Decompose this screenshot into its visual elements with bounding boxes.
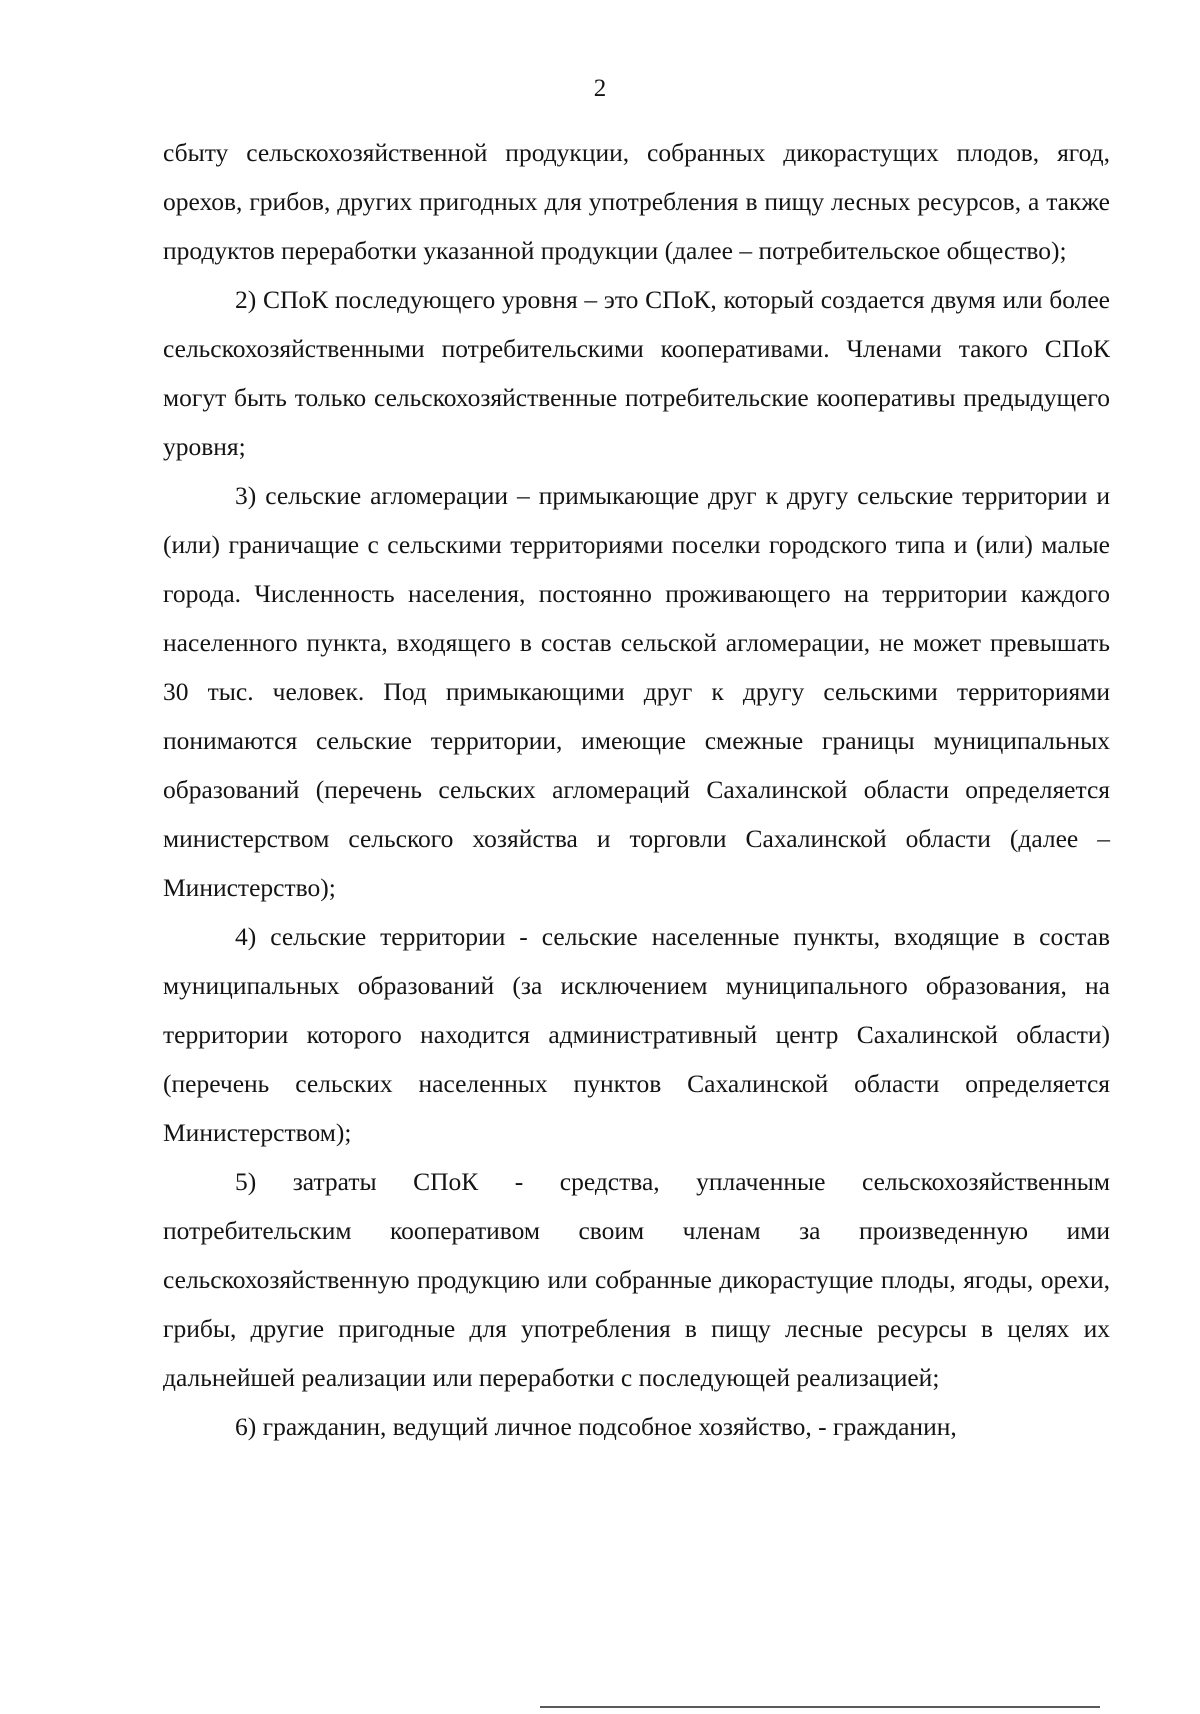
page-number: 2 bbox=[593, 75, 607, 102]
paragraph-item-2: 2) СПоК последующего уровня – это СПоК, который создается двумя или более сельскохозяйственными потребительскими кооперативами. Членами такого СПоК могут быть только сельскохозяйственные потребительские кооперативы предыдущего уровня; bbox=[163, 285, 1110, 461]
paragraph-item-5: 5) затраты СПоК - средства, уплаченные сельскохозяйственным потребительским кооперативом своим членам за произведенную ими сельскохозяйственную продукцию или собранные дикорастущие плоды, ягоды, орехи, грибы, другие пригодные для употребления в пищу лесные ресурсы в целях их дальнейшей реализации или переработки с последующей реализацией; bbox=[163, 1167, 1110, 1392]
paragraph-continuation: сбыту сельскохозяйственной продукции, собранных дикорастущих плодов, ягод, орехов, грибов, других пригодных для употребления в пищу лесных ресурсов, а также продуктов переработки указанной продукции (далее – потребительское общество); bbox=[163, 138, 1110, 265]
paragraph-item-6: 6) гражданин, ведущий личное подсобное хозяйство, - гражданин, bbox=[235, 1412, 957, 1441]
scan-edge-line bbox=[540, 1706, 1100, 1708]
paragraph-item-3: 3) сельские агломерации – примыкающие друг к другу сельские территории и (или) граничащие с сельскими территориями поселки городского типа и (или) малые города. Численность населения, постоянно проживающего на территории каждого населенного пункта, входящего в состав сельской агломерации, не может превышать 30 тыс. человек. Под примыкающими друг к другу сельскими территориями понимаются сельские территории, имеющие смежные границы муниципальных образований (перечень сельских агломераций Сахалинской области определяется министерством сельского хозяйства и торговли Сахалинской области (далее – Министерство); bbox=[163, 481, 1110, 902]
document-body bbox=[163, 128, 1110, 1451]
paragraph-item-4: 4) сельские территории - сельские населенные пункты, входящие в состав муниципальных образований (за исключением муниципального образования, на территории которого находится административный центр Сахалинской области) (перечень сельских населенных пунктов Сахалинской области определяется Министерством); bbox=[163, 922, 1110, 1147]
